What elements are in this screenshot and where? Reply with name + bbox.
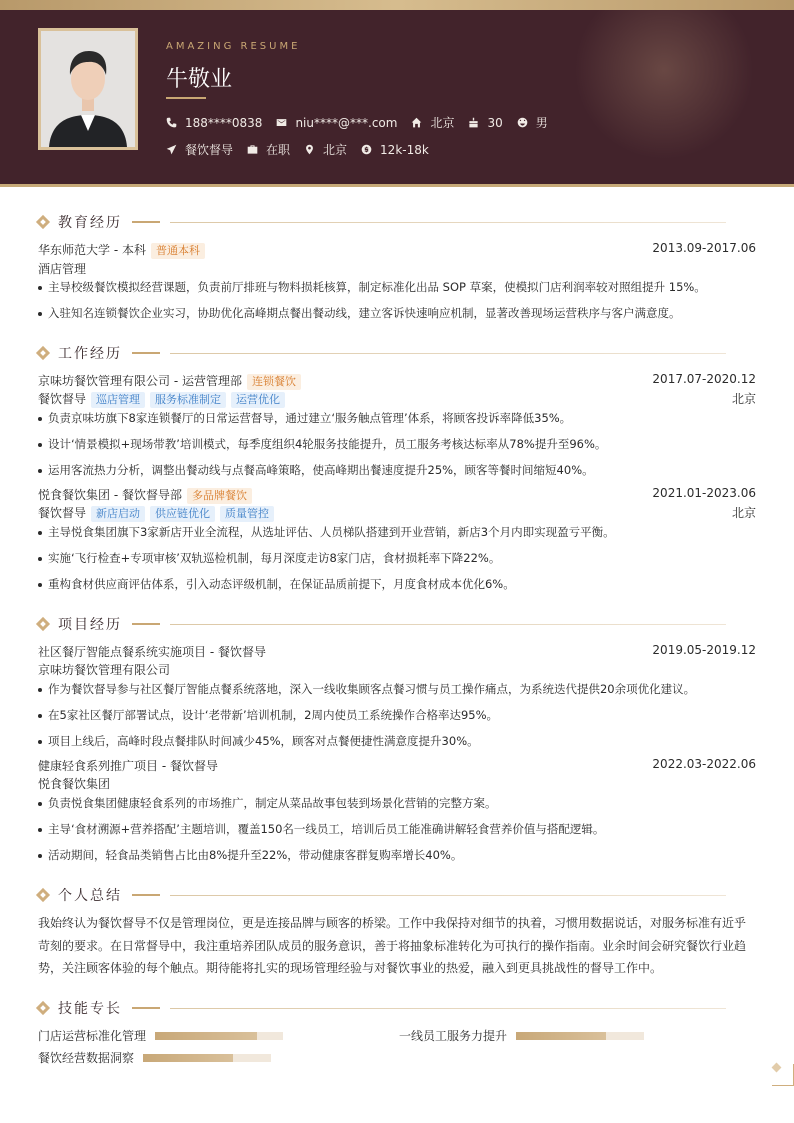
skill-level-fill bbox=[516, 1032, 606, 1040]
work-role-row bbox=[38, 504, 756, 522]
work-period: 2021.01-2023.06 bbox=[652, 486, 756, 500]
candidate-name: 牛敬业 bbox=[166, 67, 233, 92]
mail-icon bbox=[276, 117, 287, 128]
location-pin-icon bbox=[304, 144, 315, 155]
city-text: 北京 bbox=[323, 143, 348, 157]
smile-icon bbox=[517, 117, 528, 128]
hometown-text: 北京 bbox=[430, 116, 455, 130]
list-item: 重构食材供应商评估体系，引入动态评级机制，在保证品质前提下，月度食材成本优化6%。 bbox=[38, 576, 756, 592]
school-name: 华东师范大学 - 本科 bbox=[38, 243, 146, 257]
list-item: 负责悦食集团健康轻食系列的市场推广，制定从菜品故事包装到场景化营销的完整方案。 bbox=[38, 795, 756, 811]
list-item: 实施‘飞行检查+专项审核’双轨巡检机制，每月深度走访8家门店，食材损耗率下降22%。 bbox=[38, 550, 756, 566]
skill-tag: 巡店管理 bbox=[91, 392, 145, 408]
skill-tag: 运营优化 bbox=[231, 392, 285, 408]
list-item: 主导‘食材溯源+营养搭配’主题培训，覆盖150名一线员工，培训后员工能准确讲解轻食营养价值与搭配逻辑。 bbox=[38, 821, 756, 837]
project-entry-head bbox=[38, 643, 756, 660]
email-text: niu****@***.com bbox=[295, 115, 398, 130]
home-icon bbox=[411, 117, 422, 128]
diamond-icon bbox=[36, 346, 50, 360]
company-name: 悦食餐饮集团 - 餐饮督导部 bbox=[38, 488, 182, 502]
company-tag: 多品牌餐饮 bbox=[187, 488, 252, 504]
city-item bbox=[304, 141, 347, 158]
status-item bbox=[247, 141, 290, 158]
work-role: 餐饮督导 bbox=[38, 392, 87, 406]
project-org-row bbox=[38, 775, 756, 792]
section-title-skills: 技能专长 bbox=[36, 998, 726, 1018]
money-icon bbox=[361, 144, 372, 155]
skill-name: 门店运营标准化管理 bbox=[38, 1029, 147, 1043]
project-org: 悦食餐饮集团 bbox=[38, 777, 111, 791]
phone-item bbox=[166, 116, 262, 130]
job-target-text: 餐饮督导 bbox=[185, 143, 234, 157]
project-title: 健康轻食系列推广项目 - 餐饮督导 bbox=[38, 759, 218, 773]
section-title-projects: 项目经历 bbox=[36, 614, 726, 634]
list-item: 主导校级餐饮模拟经营课题，负责前厅排班与物料损耗核算，制定标准化出品 SOP 草案，使模拟门店利润率较对照组提升 15%。 bbox=[38, 279, 756, 295]
email-item bbox=[276, 116, 397, 130]
section-title-summary: 个人总结 bbox=[36, 885, 726, 905]
skill-item bbox=[399, 1027, 644, 1044]
education-entry-head bbox=[38, 241, 756, 259]
work-location: 北京 bbox=[731, 506, 756, 520]
diamond-icon bbox=[36, 888, 50, 902]
list-item: 设计‘情景模拟+现场带教’培训模式，每季度组织4轮服务技能提升，员工服务考核达标率从78%提升至96%。 bbox=[38, 436, 756, 452]
skill-level-bar bbox=[155, 1032, 283, 1040]
work-location: 北京 bbox=[731, 392, 756, 406]
list-item: 入驻知名连锁餐饮企业实习，协助优化高峰期点餐出餐动线，建立客诉快速响应机制，显著改善现场运营秩序与客户满意度。 bbox=[38, 305, 756, 321]
work-role-row bbox=[38, 390, 756, 408]
project-period: 2019.05-2019.12 bbox=[652, 643, 756, 657]
list-item: 运用客流热力分析，调整出餐动线与点餐高峰策略，使高峰期出餐速度提升25%，顾客等餐时间缩短40%。 bbox=[38, 462, 756, 478]
work-period: 2017.07-2020.12 bbox=[652, 372, 756, 386]
brand-tagline: AMAZING RESUME bbox=[166, 41, 301, 52]
status-text: 在职 bbox=[266, 143, 291, 157]
work-entry-head bbox=[38, 372, 756, 390]
skill-item bbox=[38, 1027, 283, 1044]
skill-tag: 服务标准制定 bbox=[150, 392, 226, 408]
gender-text: 男 bbox=[535, 116, 548, 130]
project-period: 2022.03-2022.06 bbox=[652, 757, 756, 771]
skill-item bbox=[38, 1049, 271, 1066]
briefcase-icon bbox=[247, 144, 258, 155]
list-item: 主导悦食集团旗下3家新店开业全流程，从选址评估、人员梯队搭建到开业营销，新店3个月内即实现盈亏平衡。 bbox=[38, 524, 756, 540]
project-entry-head bbox=[38, 757, 756, 774]
project-org: 京味坊餐饮管理有限公司 bbox=[38, 663, 171, 677]
skill-level-fill bbox=[143, 1054, 233, 1062]
list-item: 负责京味坊旗下8家连锁餐厅的日常运营督导，通过建立‘服务触点管理’体系，将顾客投诉率降低35%。 bbox=[38, 410, 756, 426]
contact-row bbox=[166, 114, 562, 131]
salary-item bbox=[361, 143, 429, 157]
skill-tag: 新店启动 bbox=[91, 506, 145, 522]
project-title: 社区餐厅智能点餐系统实施项目 - 餐饮督导 bbox=[38, 645, 266, 659]
work-entry-head bbox=[38, 486, 756, 504]
age-text: 30 bbox=[487, 115, 503, 130]
list-item: 作为餐饮督导参与社区餐厅智能点餐系统落地，深入一线收集顾客点餐习惯与员工操作痛点，为系统迭代提供20余项优化建议。 bbox=[38, 681, 756, 697]
skill-tag: 质量管控 bbox=[220, 506, 274, 522]
phone-icon bbox=[166, 117, 177, 128]
phone-text: 188****0838 bbox=[185, 115, 263, 130]
job-target-item bbox=[166, 141, 233, 158]
job-intent-row bbox=[166, 141, 443, 158]
skill-name: 餐饮经营数据洞察 bbox=[38, 1051, 135, 1065]
name-underline bbox=[166, 97, 206, 99]
work-role: 餐饮督导 bbox=[38, 506, 87, 520]
company-name: 京味坊餐饮管理有限公司 - 运营管理部 bbox=[38, 374, 242, 388]
salary-text: 12k-18k bbox=[380, 142, 429, 157]
skill-level-bar bbox=[143, 1054, 271, 1062]
section-title-work: 工作经历 bbox=[36, 343, 726, 363]
skill-level-fill bbox=[155, 1032, 257, 1040]
section-title-education: 教育经历 bbox=[36, 212, 726, 232]
diamond-icon bbox=[36, 1001, 50, 1015]
education-period: 2013.09-2017.06 bbox=[652, 241, 756, 255]
project-org-row bbox=[38, 661, 756, 678]
header-gold-divider bbox=[0, 184, 794, 187]
diamond-icon bbox=[36, 617, 50, 631]
resume-header bbox=[0, 10, 794, 187]
education-major-row bbox=[38, 260, 756, 277]
age-item bbox=[468, 116, 502, 130]
list-item: 在5家社区餐厅部署试点，设计‘老带新’培训机制，2周内使员工系统操作合格率达95%。 bbox=[38, 707, 756, 723]
diamond-icon bbox=[36, 215, 50, 229]
send-icon bbox=[166, 144, 177, 155]
list-item: 项目上线后，高峰时段点餐排队时间减少45%，顾客对点餐便捷性满意度提升30%。 bbox=[38, 733, 756, 749]
person-portrait-icon bbox=[41, 31, 135, 147]
gender-item bbox=[517, 114, 548, 131]
company-tag: 连锁餐饮 bbox=[247, 374, 301, 390]
skill-level-bar bbox=[516, 1032, 644, 1040]
skill-tag: 供应链优化 bbox=[150, 506, 215, 522]
education-major: 酒店管理 bbox=[38, 262, 87, 276]
skill-name: 一线员工服务力提升 bbox=[399, 1029, 508, 1043]
profile-photo bbox=[38, 28, 138, 150]
list-item: 活动期间，轻食品类销售占比由8%提升至22%，带动健康客群复购率增长40%。 bbox=[38, 847, 756, 863]
hometown-item bbox=[411, 114, 454, 131]
cake-icon bbox=[468, 117, 479, 128]
school-tag: 普通本科 bbox=[151, 243, 205, 259]
summary-text: 我始终认为餐饮督导不仅是管理岗位，更是连接品牌与顾客的桥梁。工作中我保持对细节的执着，习惯用数据说话，对服务标准有近乎苛刻的要求。在日常督导中，我注重培养团队成员的服务意识，善于将抽象标准转化为可执行的操作指南。业余时间会研究餐饮行业趋势，关注顾客体验的每个触点。期待能将扎实的现场管理经验与对餐饮事业的热爱，融入到更具挑战性的督导工作中。 bbox=[38, 916, 747, 975]
top-accent-bar bbox=[0, 0, 794, 10]
